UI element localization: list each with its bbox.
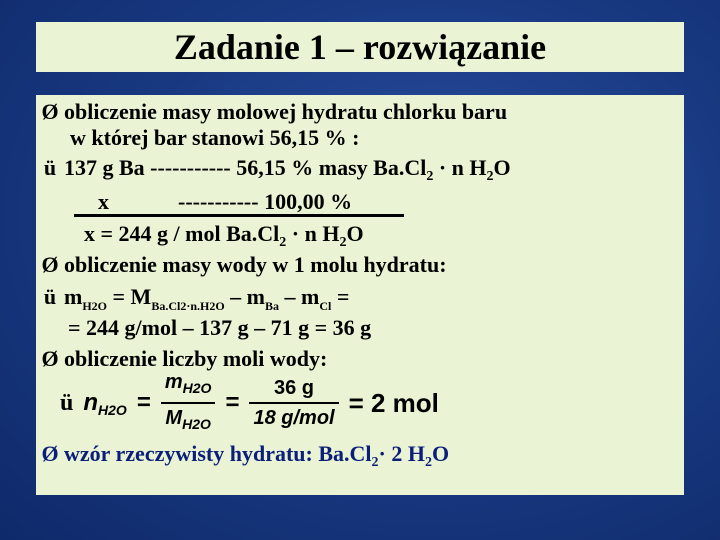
arrow-bullet-icon: Ø xyxy=(41,441,59,466)
formula-n: $n_{H2O}$ xyxy=(83,388,127,418)
line-2: w której bar stanowi 56,15 % : xyxy=(70,125,360,150)
moles-formula xyxy=(60,370,439,436)
line-10: Ø wzór rzeczywisty hydratu: $Ba.Cl_2\cdot 2$ $H_2O$ xyxy=(36,441,449,476)
line-7: ü $m_{H2O} = M_{Ba.Cl2\cdot n.H2O} - m_{Ba} - m_{Cl}$ = xyxy=(36,284,349,319)
content-box xyxy=(36,95,684,495)
line-1: Ø obliczenie masy molowej hydratu chlorku baru xyxy=(36,99,507,125)
line-5: x = 244 g / mol $Ba.Cl_2 \cdot n$ $H_2O$ xyxy=(84,221,364,250)
line-3: ü 137 g Ba ----------- 56,15 % masy $Ba.Cl_2 \cdot n$ $H_2O$ xyxy=(36,155,511,190)
arrow-bullet-icon: Ø xyxy=(41,99,59,124)
formula-result: = 2 mol xyxy=(348,387,439,418)
formula-eq2: = xyxy=(225,389,240,416)
arrow-bullet-icon: Ø xyxy=(41,346,59,371)
title-box xyxy=(36,22,684,72)
line-8: = 244 g/mol – 137 g – 71 g = 36 g xyxy=(68,315,372,340)
arrow-bullet-icon: Ø xyxy=(41,252,59,277)
line-4b: ----------- 100,00 % xyxy=(178,189,353,214)
formula-eq1: = xyxy=(136,389,151,416)
formula-fraction-2: $\frac{36 g}{\text{18 g/mol}}$ xyxy=(249,376,338,430)
check-bullet-icon: ü xyxy=(60,389,74,416)
underline-divider xyxy=(74,214,404,217)
line-4: x xyxy=(98,189,109,214)
check-bullet-icon: ü xyxy=(43,284,57,309)
line-6: Ø obliczenie masy wody w 1 molu hydratu: xyxy=(36,252,447,278)
formula-fraction-1: $\frac{m_{H2O}}{M_{H2O}}$ xyxy=(161,370,216,436)
slide-title: Zadanie 1 – rozwiązanie xyxy=(173,27,547,67)
line-9: Ø obliczenie liczby moli wody: xyxy=(36,346,327,372)
check-bullet-icon: ü xyxy=(43,155,57,180)
